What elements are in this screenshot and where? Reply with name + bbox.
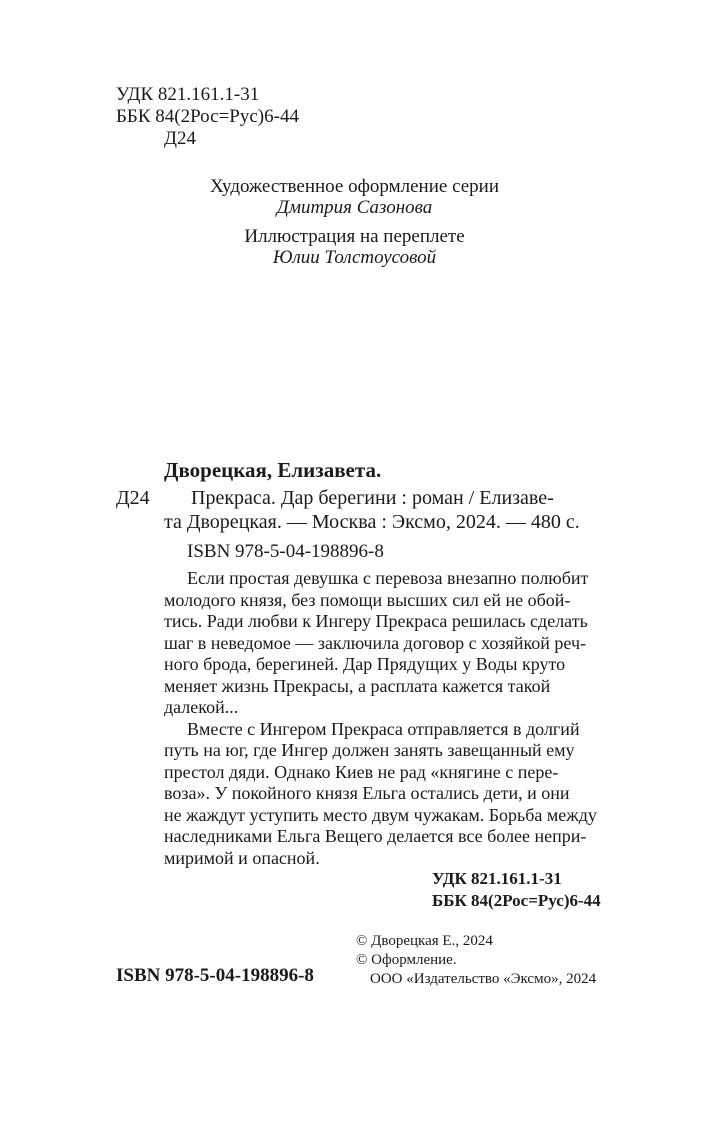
- catalog-isbn: ISBN 978-5-04-198896-8: [187, 541, 384, 562]
- copyright-publisher: ООО «Издательство «Эксмо», 2024: [370, 971, 597, 987]
- annotation-line: Вместе с Ингером Прекраса отправляется в долгий: [187, 718, 580, 739]
- copyright-author: © Дворецкая Е., 2024: [356, 933, 493, 949]
- annotation-line: Если простая девушка с перевоза внезапно полюбит: [187, 568, 589, 588]
- catalog-title-line: Прекраса. Дар берегини : роман / Елизаве-: [191, 487, 554, 509]
- annotation-line: меняет жизнь Прекрасы, а расплата кажется такой: [164, 675, 551, 696]
- credits-block: [0, 176, 709, 268]
- annotation-line: наследниками Ельга Вещего делается все более непри-: [164, 826, 587, 846]
- author-mark-code: Д24: [164, 128, 196, 149]
- udk-code: УДК 821.161.1-31: [116, 84, 260, 105]
- annotation-line: путь на юг, где Ингер должен занять завещанный ему: [164, 740, 575, 760]
- copyright-design: © Оформление.: [356, 952, 457, 968]
- annotation-line: тись. Ради любви к Ингеру Прекраса решилась сделать: [164, 611, 588, 631]
- top-classification-block: [116, 84, 299, 150]
- annotation-line: воза». У покойного князя Ельга остались дети, и они: [164, 783, 570, 803]
- annotation-line: миримой и опасной.: [164, 847, 320, 868]
- cover-illustration-name: Юлии Толстоусовой: [272, 247, 437, 268]
- annotation-text: [164, 568, 632, 869]
- bottom-classification-block: [432, 868, 601, 912]
- annotation-line: ного брода, берегиней. Дар Прядущих у Воды круто: [164, 654, 566, 674]
- annotation-line: молодого князя, без помощи высших сил ей не обой-: [164, 589, 571, 610]
- bbk-code: ББК 84(2Рос=Рус)6-44: [116, 106, 299, 127]
- annotation-line: шаг в неведомое — заключила договор с хозяйкой реч-: [164, 632, 587, 653]
- bbk-code: ББК 84(2Рос=Рус)6-44: [432, 891, 601, 910]
- udk-code: УДК 821.161.1-31: [432, 869, 562, 888]
- annotation-line: не жаждут уступить место двум чужакам. Борьба между: [164, 804, 597, 825]
- catalog-title-line: та Дворецкая. — Москва : Эксмо, 2024. — 480 с.: [164, 511, 580, 533]
- catalog-author: Дворецкая, Елизавета.: [164, 458, 382, 482]
- series-design-name: Дмитрия Сазонова: [276, 197, 433, 218]
- annotation-line: престол дяди. Однако Киев не рад «княгине с пере-: [164, 761, 559, 782]
- copyright-block: [356, 932, 596, 989]
- series-design-label: Художественное оформление серии: [209, 176, 500, 197]
- annotation-line: далекой...: [164, 697, 239, 717]
- cover-illustration-label: Иллюстрация на переплете: [244, 226, 465, 247]
- catalog-code: Д24: [116, 487, 150, 509]
- isbn-bottom: ISBN 978-5-04-198896-8: [116, 965, 314, 986]
